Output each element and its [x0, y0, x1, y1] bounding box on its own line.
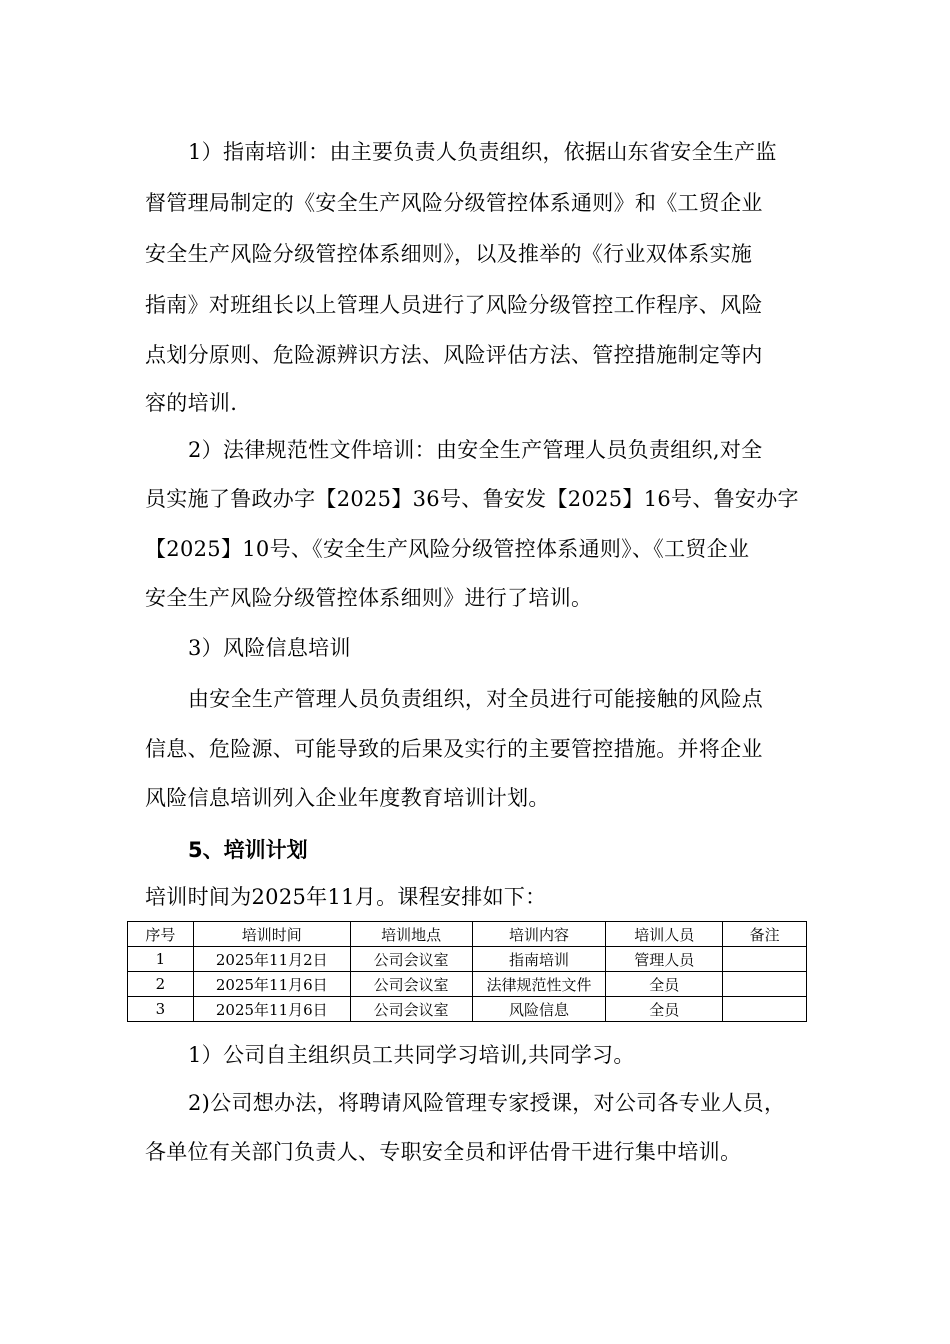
table-cell: 2	[128, 972, 194, 997]
paragraph-line: 容的培训.	[145, 391, 238, 415]
header-cell-content: 培训内容	[472, 922, 606, 947]
table-cell: 2025年11月2日	[193, 947, 350, 972]
table-cell: 3	[128, 997, 194, 1022]
table-cell	[723, 997, 807, 1022]
paragraph-line: 各单位有关部门负责人、专职安全员和评估骨干进行集中培训。	[145, 1140, 742, 1164]
table-row	[128, 997, 807, 1022]
table-cell: 风险信息	[472, 997, 606, 1022]
table-cell: 全员	[606, 972, 723, 997]
paragraph-line: 【2025】10号、《安全生产风险分级管控体系通则》、《工贸企业	[145, 537, 750, 561]
header-cell-time: 培训时间	[193, 922, 350, 947]
table-row	[128, 972, 807, 997]
paragraph-line: 2）法律规范性文件培训：由安全生产管理人员负责组织,对全	[188, 438, 763, 462]
table-cell: 2025年11月6日	[193, 997, 350, 1022]
table-cell: 公司会议室	[350, 997, 472, 1022]
paragraph-line: 员实施了鲁政办字【2025】36号、鲁安发【2025】16号、鲁安办字	[145, 487, 799, 511]
table-cell	[723, 972, 807, 997]
training-plan-table	[127, 921, 807, 1022]
table-cell: 公司会议室	[350, 947, 472, 972]
header-cell-remarks: 备注	[723, 922, 807, 947]
paragraph-line: 点划分原则、危险源辨识方法、风险评估方法、管控措施制定等内	[145, 343, 763, 367]
table-cell: 管理人员	[606, 947, 723, 972]
paragraph-line: 1）指南培训：由主要负责人负责组织，依据山东省安全生产监	[188, 140, 777, 164]
paragraph-line: 指南》对班组长以上管理人员进行了风险分级管控工作程序、风险	[145, 293, 763, 317]
table-cell: 全员	[606, 997, 723, 1022]
table-row	[128, 947, 807, 972]
section-heading: 5、培训计划	[188, 838, 308, 862]
header-cell-personnel: 培训人员	[606, 922, 723, 947]
paragraph-line: 安全生产风险分级管控体系细则》进行了培训。	[145, 586, 593, 610]
table-cell: 公司会议室	[350, 972, 472, 997]
table-cell: 指南培训	[472, 947, 606, 972]
paragraph-line: 2)公司想办法，将聘请风险管理专家授课，对公司各专业人员，	[188, 1091, 786, 1115]
table-cell: 1	[128, 947, 194, 972]
table-cell	[723, 947, 807, 972]
table-intro: 培训时间为2025年11月。课程安排如下：	[145, 885, 547, 909]
paragraph-line: 安全生产风险分级管控体系细则》，以及推举的《行业双体系实施	[145, 242, 753, 266]
paragraph-line: 3）风险信息培训	[188, 636, 351, 660]
paragraph-line: 督管理局制定的《安全生产风险分级管控体系通则》和《工贸企业	[145, 191, 763, 215]
paragraph-line: 风险信息培训列入企业年度教育培训计划。	[145, 786, 550, 810]
header-cell-index: 序号	[128, 922, 194, 947]
paragraph-line: 信息、危险源、可能导致的后果及实行的主要管控措施。并将企业	[145, 737, 763, 761]
header-cell-location: 培训地点	[350, 922, 472, 947]
table-cell: 2025年11月6日	[193, 972, 350, 997]
table-cell: 法律规范性文件	[472, 972, 606, 997]
paragraph-line: 由安全生产管理人员负责组织，对全员进行可能接触的风险点	[188, 687, 764, 711]
paragraph-line: 1）公司自主组织员工共同学习培训,共同学习。	[188, 1043, 635, 1067]
table-header-row	[128, 922, 807, 947]
